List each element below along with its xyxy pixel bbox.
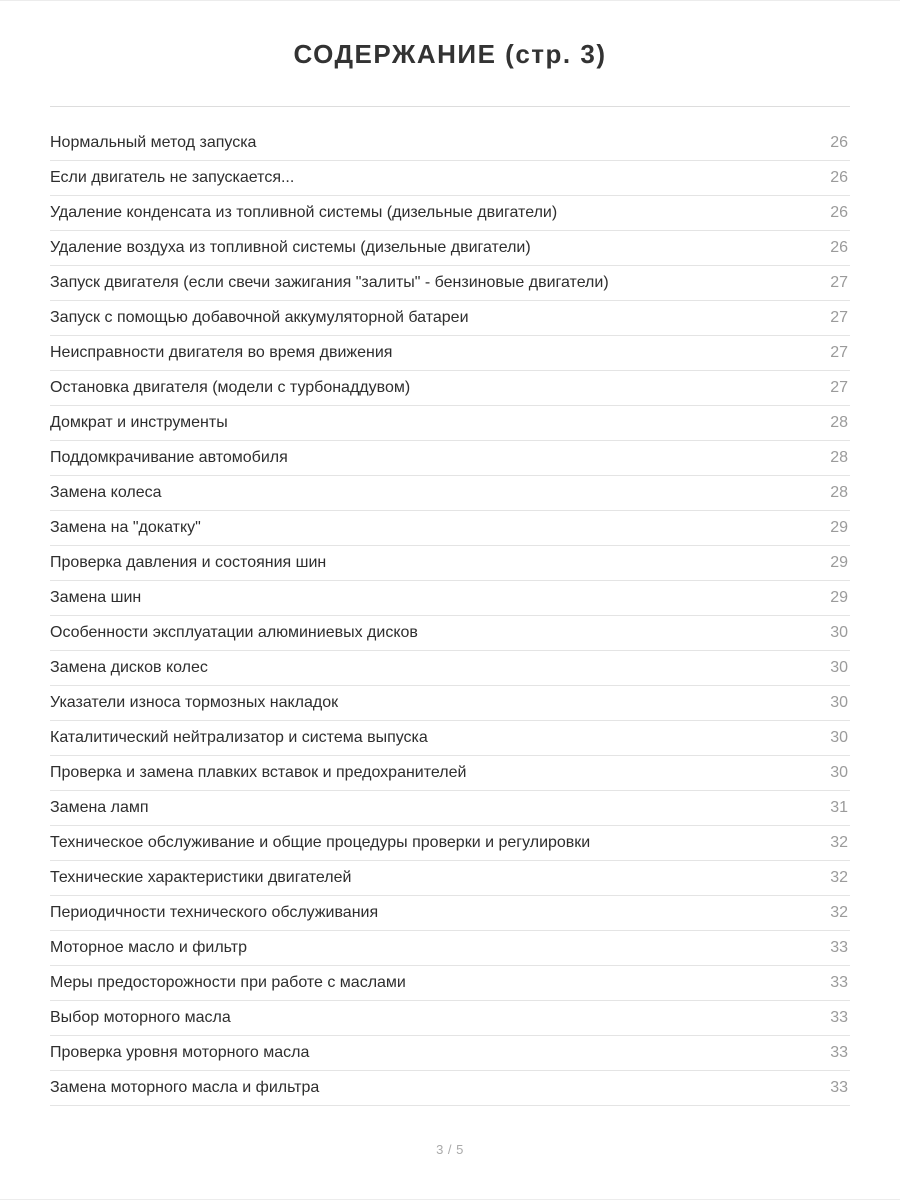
toc-entry-page: 28 <box>830 449 848 466</box>
toc-entry-label: Проверка давления и состояния шин <box>50 554 327 571</box>
toc-entry-page: 29 <box>830 589 848 606</box>
toc-row[interactable] <box>50 651 850 686</box>
toc-entry-label: Каталитический нейтрализатор и система выпуска <box>50 729 428 746</box>
toc-row[interactable] <box>50 581 850 616</box>
toc-row[interactable] <box>50 336 850 371</box>
toc-entry-label: Проверка уровня моторного масла <box>50 1044 310 1061</box>
toc-entry-label: Технические характеристики двигателей <box>50 869 352 886</box>
toc-entry-label: Остановка двигателя (модели с турбонаддувом) <box>50 379 411 396</box>
toc-row[interactable] <box>50 1036 850 1071</box>
toc-entry-page: 30 <box>830 764 848 781</box>
toc-entry-page: 26 <box>830 204 848 221</box>
toc-row[interactable] <box>50 721 850 756</box>
toc-entry-label: Замена дисков колес <box>50 659 208 676</box>
toc-entry-label: Замена шин <box>50 589 142 606</box>
toc-row[interactable] <box>50 756 850 791</box>
toc-entry-page: 32 <box>830 869 848 886</box>
toc-row[interactable] <box>50 896 850 931</box>
toc-entry-page: 31 <box>830 799 848 816</box>
toc-entry-label: Моторное масло и фильтр <box>50 939 247 956</box>
toc-entry-page: 30 <box>830 659 848 676</box>
toc-row[interactable] <box>50 371 850 406</box>
toc-entry-page: 29 <box>830 519 848 536</box>
toc-entry-page: 27 <box>830 379 848 396</box>
toc-entry-page: 26 <box>830 169 848 186</box>
toc-row[interactable] <box>50 1001 850 1036</box>
toc-entry-label: Техническое обслуживание и общие процедуры проверки и регулировки <box>50 834 591 851</box>
toc-row[interactable] <box>50 931 850 966</box>
toc-entry-label: Замена на "докатку" <box>50 519 201 536</box>
toc-entry-page: 33 <box>830 1079 848 1096</box>
toc-row[interactable] <box>50 791 850 826</box>
toc-row[interactable] <box>50 476 850 511</box>
toc-row[interactable] <box>50 126 850 161</box>
toc-entry-label: Проверка и замена плавких вставок и предохранителей <box>50 764 467 781</box>
toc-entry-page: 28 <box>830 414 848 431</box>
toc-entry-page: 30 <box>830 694 848 711</box>
toc-entry-page: 33 <box>830 939 848 956</box>
toc-entry-label: Домкрат и инструменты <box>50 414 228 431</box>
toc-entry-page: 32 <box>830 834 848 851</box>
pagination-indicator: 3 / 5 <box>436 1142 464 1157</box>
toc-entry-label: Удаление конденсата из топливной системы (дизельные двигатели) <box>50 204 558 221</box>
title-divider <box>50 106 850 107</box>
toc-entry-label: Запуск двигателя (если свечи зажигания "залиты" - бензиновые двигатели) <box>50 274 609 291</box>
toc-entry-label: Замена моторного масла и фильтра <box>50 1079 320 1096</box>
toc-row[interactable] <box>50 616 850 651</box>
toc-row[interactable] <box>50 406 850 441</box>
toc-entry-page: 27 <box>830 309 848 326</box>
toc-entry-page: 32 <box>830 904 848 921</box>
toc-list <box>50 126 850 1106</box>
toc-entry-page: 27 <box>830 274 848 291</box>
toc-row[interactable] <box>50 1071 850 1106</box>
toc-entry-label: Неисправности двигателя во время движения <box>50 344 393 361</box>
toc-entry-page: 29 <box>830 554 848 571</box>
toc-entry-page: 28 <box>830 484 848 501</box>
toc-row[interactable] <box>50 196 850 231</box>
toc-entry-label: Особенности эксплуатации алюминиевых дисков <box>50 624 418 641</box>
toc-row[interactable] <box>50 511 850 546</box>
toc-entry-label: Запуск с помощью добавочной аккумуляторной батареи <box>50 309 469 326</box>
toc-entry-page: 33 <box>830 1044 848 1061</box>
toc-entry-page: 33 <box>830 974 848 991</box>
toc-entry-label: Поддомкрачивание автомобиля <box>50 449 288 466</box>
toc-row[interactable] <box>50 966 850 1001</box>
toc-entry-label: Удаление воздуха из топливной системы (дизельные двигатели) <box>50 239 531 256</box>
toc-entry-page: 27 <box>830 344 848 361</box>
toc-entry-label: Выбор моторного масла <box>50 1009 231 1026</box>
toc-row[interactable] <box>50 441 850 476</box>
toc-entry-page: 30 <box>830 624 848 641</box>
toc-entry-label: Указатели износа тормозных накладок <box>50 694 339 711</box>
toc-entry-label: Замена колеса <box>50 484 162 501</box>
toc-row[interactable] <box>50 231 850 266</box>
toc-entry-label: Замена ламп <box>50 799 149 816</box>
toc-entry-page: 26 <box>830 239 848 256</box>
toc-row[interactable] <box>50 161 850 196</box>
toc-entry-label: Нормальный метод запуска <box>50 134 257 151</box>
toc-entry-page: 26 <box>830 134 848 151</box>
toc-entry-label: Если двигатель не запускается... <box>50 169 295 186</box>
toc-row[interactable] <box>50 266 850 301</box>
toc-entry-label: Периодичности технического обслуживания <box>50 904 379 921</box>
toc-entry-label: Меры предосторожности при работе с маслами <box>50 974 406 991</box>
toc-row[interactable] <box>50 686 850 721</box>
toc-row[interactable] <box>50 861 850 896</box>
toc-row[interactable] <box>50 826 850 861</box>
toc-entry-page: 33 <box>830 1009 848 1026</box>
toc-entry-page: 30 <box>830 729 848 746</box>
toc-row[interactable] <box>50 301 850 336</box>
toc-row[interactable] <box>50 546 850 581</box>
page-title: СОДЕРЖАНИЕ (стр. 3) <box>293 39 607 69</box>
